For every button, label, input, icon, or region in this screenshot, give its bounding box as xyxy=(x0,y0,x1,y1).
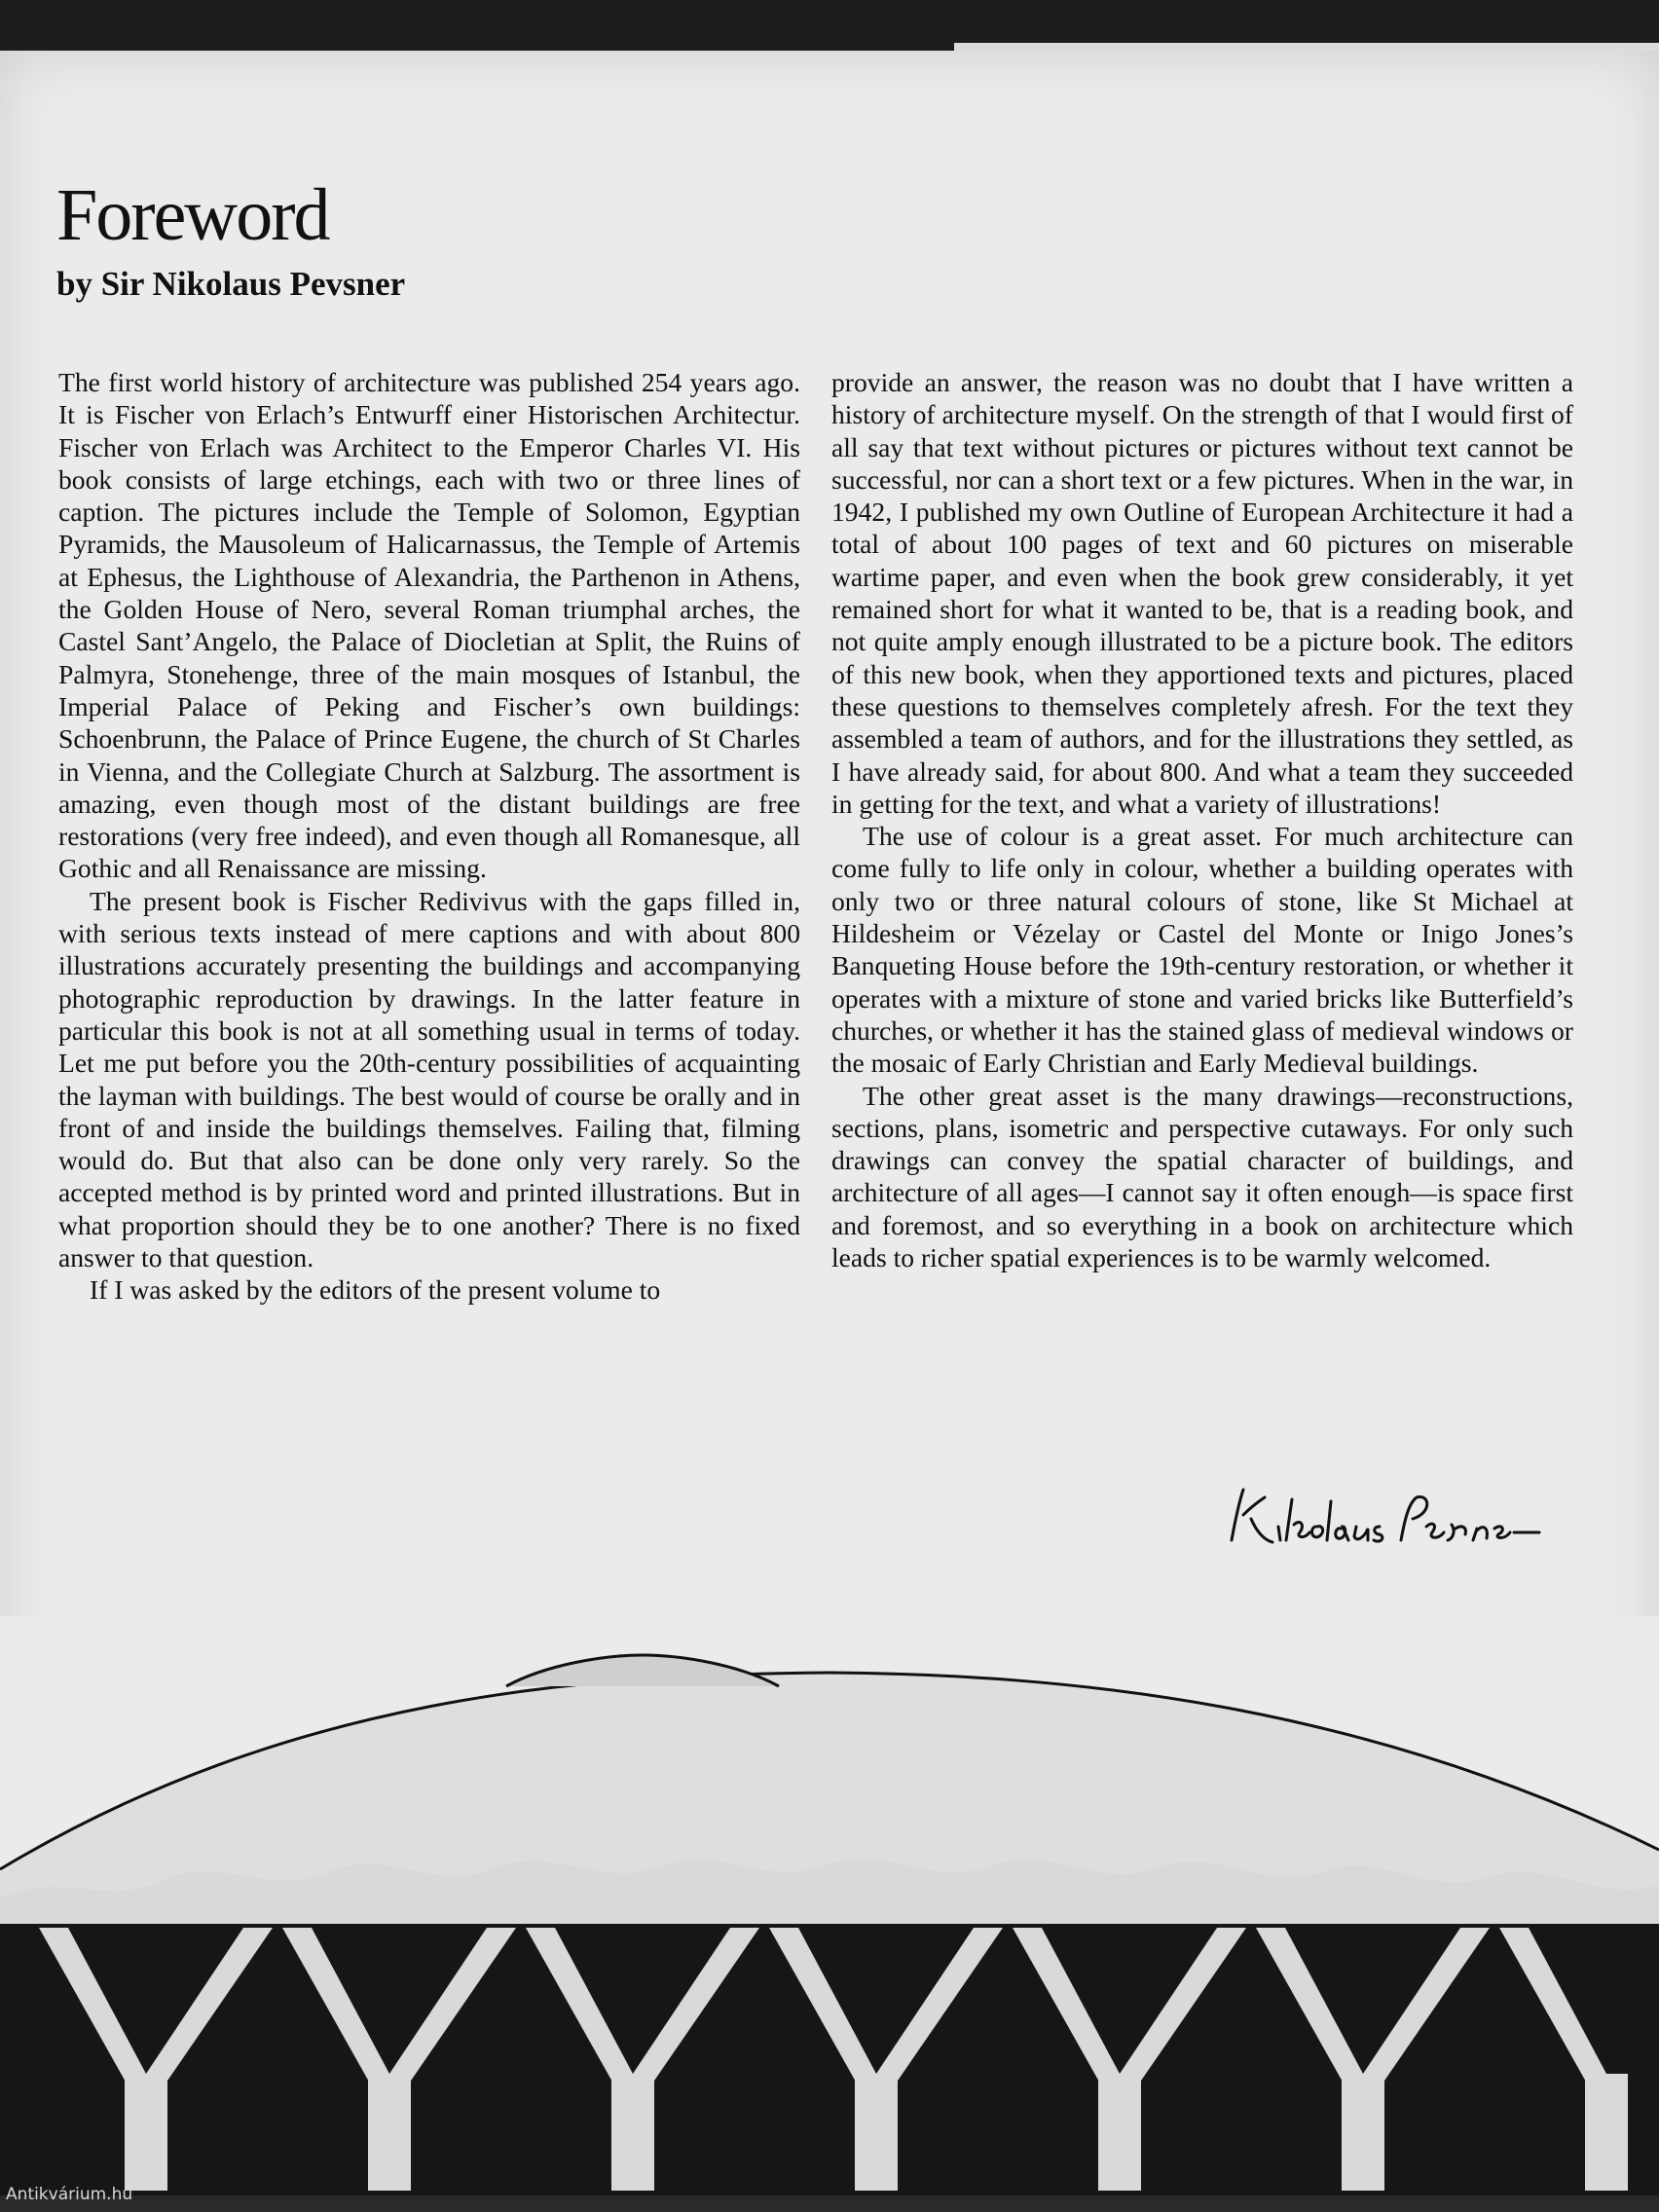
paragraph-2: The present book is Fischer Redivivus with the gaps filled in, with serious texts instead of mere captions and with about 800 illustrations accurately presenting the buildings and accompanying photographic reproduction by drawings. In the latter feature in particular this book is not at all something usual in terms of today. Let me put before you the 20th-century possibilities of acquainting the layman with buildings. The best would of course be orally and in front of and inside the buildings themselves. Failing that, filming would do. But that also can be done only very rarely. So the accepted method is by printed word and printed illustrations. But in what proportion should they be to one another? There is no fixed answer to that question. xyxy=(58,885,800,1273)
paragraph-3: If I was asked by the editors of the present volume to xyxy=(90,1274,661,1306)
text-column-right xyxy=(831,366,1573,1273)
paragraph-1: The first world history of architecture was published 254 years ago. It is Fischer von Erlach’s Entwurff einer Historischen Architectur. Fischer von Erlach was Architect to the Emperor Charles VI. His book consists of large etchings, each with two or three lines of caption. The pictures include the Temple of Solomon, Egyptian Pyramids, the Mausoleum of Halicarnassus, the Temple of Artemis at Ephesus, the Lighthouse of Alexandria, the Parthenon in Athens, the Golden House of Nero, several Roman triumphal arches, the Castel Sant’Angelo, the Palace of Diocletian at Split, the Ruins of Palmyra, Stonehenge, three of the main mosques of Istanbul, the Imperial Palace of Peking and Fischer’s own buildings: Schoenbrunn, the Palace of Prince Eugene, the church of St Charles in Vienna, and the Collegiate Church at Salzburg. The assortment is amazing, even though most of the distant buildings are free restorations (very free indeed), and even though all Romanesque, all Gothic and all Renaissance are missing. xyxy=(58,367,800,884)
building-illustration xyxy=(0,1616,1659,2212)
text-column-left xyxy=(58,366,800,1307)
watermark-text: Antikvárium.hu xyxy=(6,2185,133,2204)
paragraph-3-continued: provide an answer, the reason was no doubt that I have written a history of architecture myself. On the strength of that I would first of all say that text without pictures or pictures without text cannot be successful, nor can a short text or a few pictures. When in the war, in 1942, I published my own Outline of European Architecture it had a total of about 100 pages of text and 60 pictures on miserable wartime paper, and even when the book grew considerably, it yet remained short for what it wanted to be, that is a reading book, and not quite amply enough illustrated to be a picture book. The editors of this new book, when they apportioned texts and pictures, placed these questions to themselves completely afresh. For the text they assembled a team of authors, and for the illustrations they settled, as I have already said, for about 800. And what a team they succeeded in getting for the text, and what a variety of illustrations! xyxy=(831,367,1573,819)
page-title: Foreword xyxy=(56,174,329,256)
paragraph-4: The use of colour is a great asset. For much architecture can come fully to life only in colour, whether a building operates with only two or three natural colours of stone, like St Michael at Hildesheim or Vézelay or Castel del Monte or Inigo Jones’s Banqueting House before the 19th-century restoration, or whether it operates with a mixture of stone and varied bricks like Butterfield’s churches, or whether it has the stained glass of medieval windows or the mosaic of Early Christian and Early Medieval buildings. xyxy=(831,821,1573,1079)
byline: by Sir Nikolaus Pevsner xyxy=(56,265,406,303)
signature-image xyxy=(1222,1480,1553,1558)
paragraph-5: The other great asset is the many drawings—reconstructions, sections, plans, isometric and perspective cutaways. For only such drawings can convey the spatial character of buildings, and architecture of all ages—I cannot say it often enough—is space first and foremost, and so everything in a book on architecture which leads to richer spatial experiences is to be warmly welcomed. xyxy=(831,1080,1573,1273)
